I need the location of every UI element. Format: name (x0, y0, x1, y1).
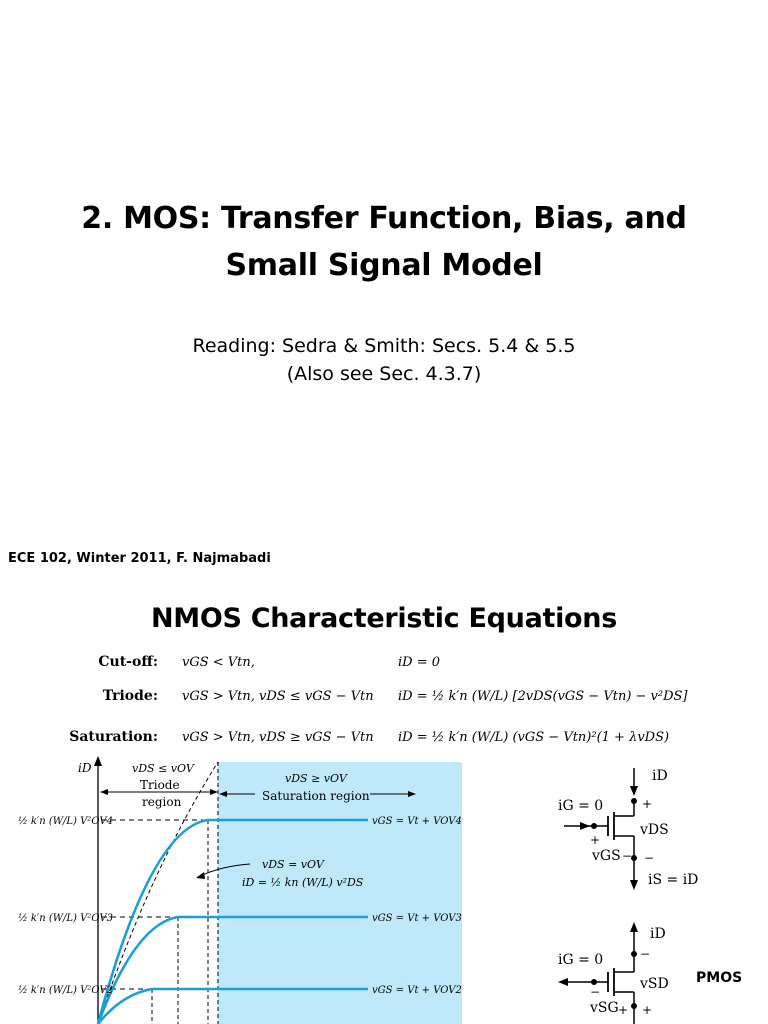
nmos-ig-label: iG = 0 (558, 798, 604, 814)
pmos-vsd-label: vSD (640, 976, 669, 992)
pmos-ig-arrow-icon (558, 978, 568, 986)
nmos-is-label: iS = iD (648, 872, 699, 888)
level-label-vov4: ½ k′n (W/L) V²OV4 (18, 816, 113, 827)
level-label-vov2: ½ k′n (W/L) V²OV2 (18, 985, 113, 996)
y-axis-label: iD (78, 761, 92, 775)
saturation-label: Saturation: (69, 729, 158, 745)
slide1-title-line1: 2. MOS: Transfer Function, Bias, and (81, 201, 687, 236)
pmos-id-label: iD (650, 926, 666, 942)
cutoff-condition: vGS < Vtn, (182, 655, 255, 670)
curve-label-vov3: vGS = Vt + VOV3 (372, 913, 462, 924)
saturation-condition-label: vDS ≥ vOV (285, 772, 347, 785)
triode-label: Triode: (102, 688, 158, 704)
cutoff-expression: iD = 0 (398, 655, 441, 670)
pmos-minus-sign: − (640, 947, 651, 961)
nmos-vgs-label: vGS (592, 848, 621, 864)
nmos-plus-sign: + (642, 797, 653, 811)
triode-condition-label: vDS ≤ vOV (132, 762, 194, 775)
nmos-vgs-plus: + (590, 833, 601, 847)
pmos-label: PMOS (696, 970, 743, 986)
pmos-ig-label: iG = 0 (558, 952, 604, 968)
pmos-plus-sign: + (642, 1003, 653, 1017)
triode-expression: iD = ½ k′n (W/L) [2vDS(vGS − Vtn) − v²DS] (398, 689, 688, 704)
nmos-id-label: iD (652, 768, 668, 784)
pmos-vsg-label: vSG (590, 1000, 619, 1016)
nmos-minus-sign: − (644, 851, 655, 865)
triode-label-line1: Triode (140, 778, 180, 792)
slide1-title-line2: Small Signal Model (225, 248, 543, 283)
saturation-region-label: Saturation region (262, 789, 370, 803)
cutoff-label: Cut-off: (98, 654, 158, 670)
saturation-condition: vGS > Vtn, vDS ≥ vGS − Vtn (182, 730, 374, 745)
also-see-text: (Also see Sec. 4.3.7) (286, 363, 482, 385)
curve-label-vov4: vGS = Vt + VOV4 (372, 816, 462, 827)
pmos-vsg-plus: + (618, 1003, 629, 1017)
nmos-vds-label: vDS (640, 822, 669, 838)
reading-text: Reading: Sedra & Smith: Secs. 5.4 & 5.5 (192, 335, 576, 357)
boundary-label-line1: vDS = vOV (262, 858, 324, 871)
course-footer: ECE 102, Winter 2011, F. Najmabadi (8, 551, 271, 566)
slide2-title: NMOS Characteristic Equations (150, 603, 617, 634)
triode-label-line2: region (142, 795, 182, 809)
curve-label-vov2: vGS = Vt + VOV2 (372, 985, 462, 996)
nmos-vgs-minus: − (622, 849, 633, 863)
triode-condition: vGS > Vtn, vDS ≤ vGS − Vtn (182, 689, 374, 704)
boundary-label-line2: iD = ½ kn (W/L) v²DS (242, 876, 364, 889)
saturation-expression: iD = ½ k′n (W/L) (vGS − Vtn)²(1 + λvDS) (398, 730, 670, 745)
pmos-vsg-minus: − (590, 985, 601, 999)
level-label-vov3: ½ k′n (W/L) V²OV3 (18, 913, 113, 924)
